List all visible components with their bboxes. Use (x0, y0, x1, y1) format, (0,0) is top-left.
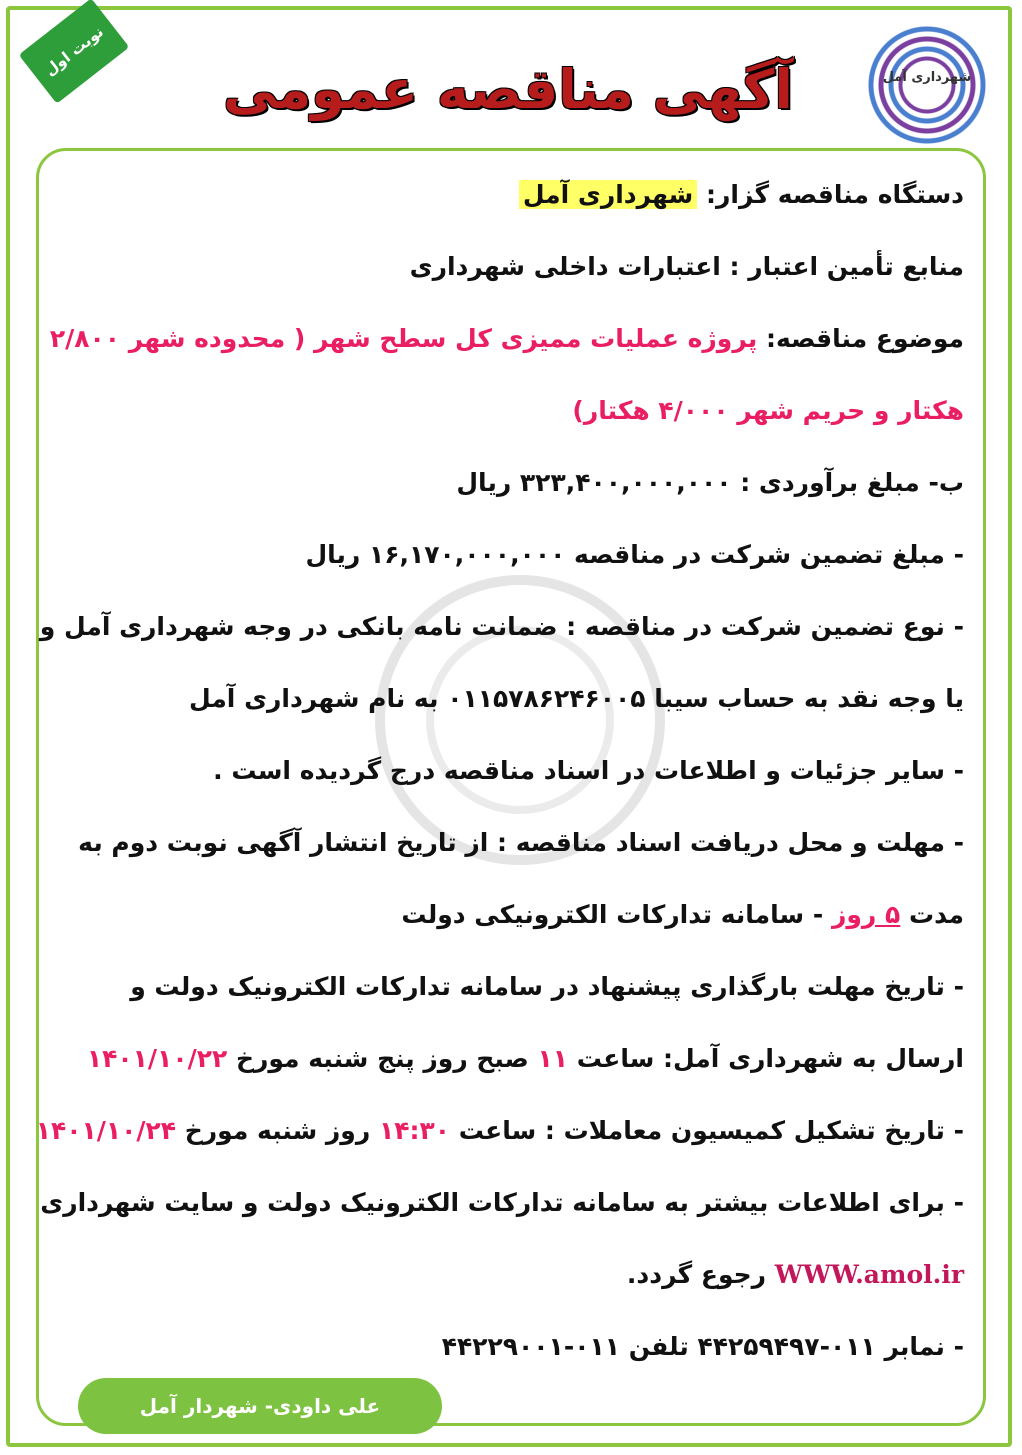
guarantee-amount-line: - مبلغ تضمین شرکت در مناقصه ۱۶,۱۷۰,۰۰۰,۰۰۰ ریال (305, 540, 964, 569)
commission-time: ۱۴:۳۰ (378, 1116, 450, 1145)
website-line (56, 1246, 964, 1318)
website-link[interactable]: WWW.amol.ir (774, 1260, 964, 1289)
notice-body (35, 166, 964, 1390)
round-tag-label: نوبت اول (41, 22, 107, 80)
submission-hour: ۱۱ (537, 1044, 569, 1073)
commission-label: - تاریخ تشکیل کمیسیون معاملات : ساعت (458, 1116, 964, 1145)
logo-label: شهرداری آمل (882, 70, 972, 85)
estimated-amount-line: ب- مبلغ برآوردی : ۳۲۳,۴۰۰,۰۰۰,۰۰۰ ریال (456, 468, 964, 497)
duration-system: - سامانه تدارکات الکترونیکی دولت (401, 900, 824, 929)
page-title: آگهی مناقصه عمومی (223, 58, 793, 121)
subject-continued: هکتار و حریم شهر ۴/۰۰۰ هکتار) (572, 396, 964, 425)
submission-deadline-line: - تاریخ مهلت بارگذاری پیشنهاد در سامانه تدارکات الکترونیک دولت و (130, 972, 964, 1001)
subject-value: پروژه عملیات ممیزی کل سطح شهر ( محدوده شهر ۲/۸۰۰ (49, 324, 758, 353)
signature-badge (78, 1378, 442, 1434)
commission-line (35, 1102, 964, 1174)
municipality-logo-icon (868, 26, 986, 144)
subject-line (49, 310, 964, 382)
tender-organizer-line (56, 166, 964, 238)
round-tag (19, 0, 130, 104)
document-deadline-continued (56, 886, 964, 958)
guarantee-type-line: - نوع تضمین شرکت در مناقصه : ضمانت نامه بانکی در وجه شهرداری آمل و (39, 612, 964, 641)
guarantee-type-continued: یا وجه نقد به حساب سیبا ۰۱۱۵۷۸۶۲۴۶۰۰۵ به نام شهرداری آمل (189, 684, 964, 713)
commission-date: ۱۴۰۱/۱۰/۲۴ (35, 1116, 177, 1145)
commission-day: روز شنبه مورخ (184, 1116, 371, 1145)
submission-deadline-continued (56, 1030, 964, 1102)
other-details-line: - سایر جزئیات و اطلاعات در اسناد مناقصه درج گردیده است . (213, 756, 964, 785)
subject-label: موضوع مناقصه: (766, 324, 964, 353)
contact-line: - نمابر ۰۱۱-۴۴۲۵۹۴۹۷ تلفن ۰۱۱-۴۴۲۲۹۰۰۱ (441, 1332, 964, 1361)
tender-organizer-value: شهرداری آمل (519, 180, 697, 209)
duration-label: مدت (908, 900, 964, 929)
funding-line: منابع تأمین اعتبار : اعتبارات داخلی شهرداری (409, 252, 964, 281)
document-deadline-line: - مهلت و محل دریافت اسناد مناقصه : از تاریخ انتشار آگهی نوبت دوم به (78, 828, 964, 857)
submission-day: صبح روز پنج شنبه مورخ (235, 1044, 529, 1073)
more-info-line: - برای اطلاعات بیشتر به سامانه تدارکات الکترونیک دولت و سایت شهرداری (40, 1188, 964, 1217)
submission-date: ۱۴۰۱/۱۰/۲۲ (86, 1044, 228, 1073)
duration-value: ۵ روز (831, 900, 901, 929)
header (18, 12, 1008, 142)
website-post: رجوع گردد. (626, 1260, 767, 1289)
submission-time-label: ارسال به شهرداری آمل: ساعت (576, 1044, 964, 1073)
tender-organizer-label: دستگاه مناقصه گزار: (706, 180, 964, 209)
signature-text: علی داودی- شهردار آمل (139, 1394, 381, 1418)
